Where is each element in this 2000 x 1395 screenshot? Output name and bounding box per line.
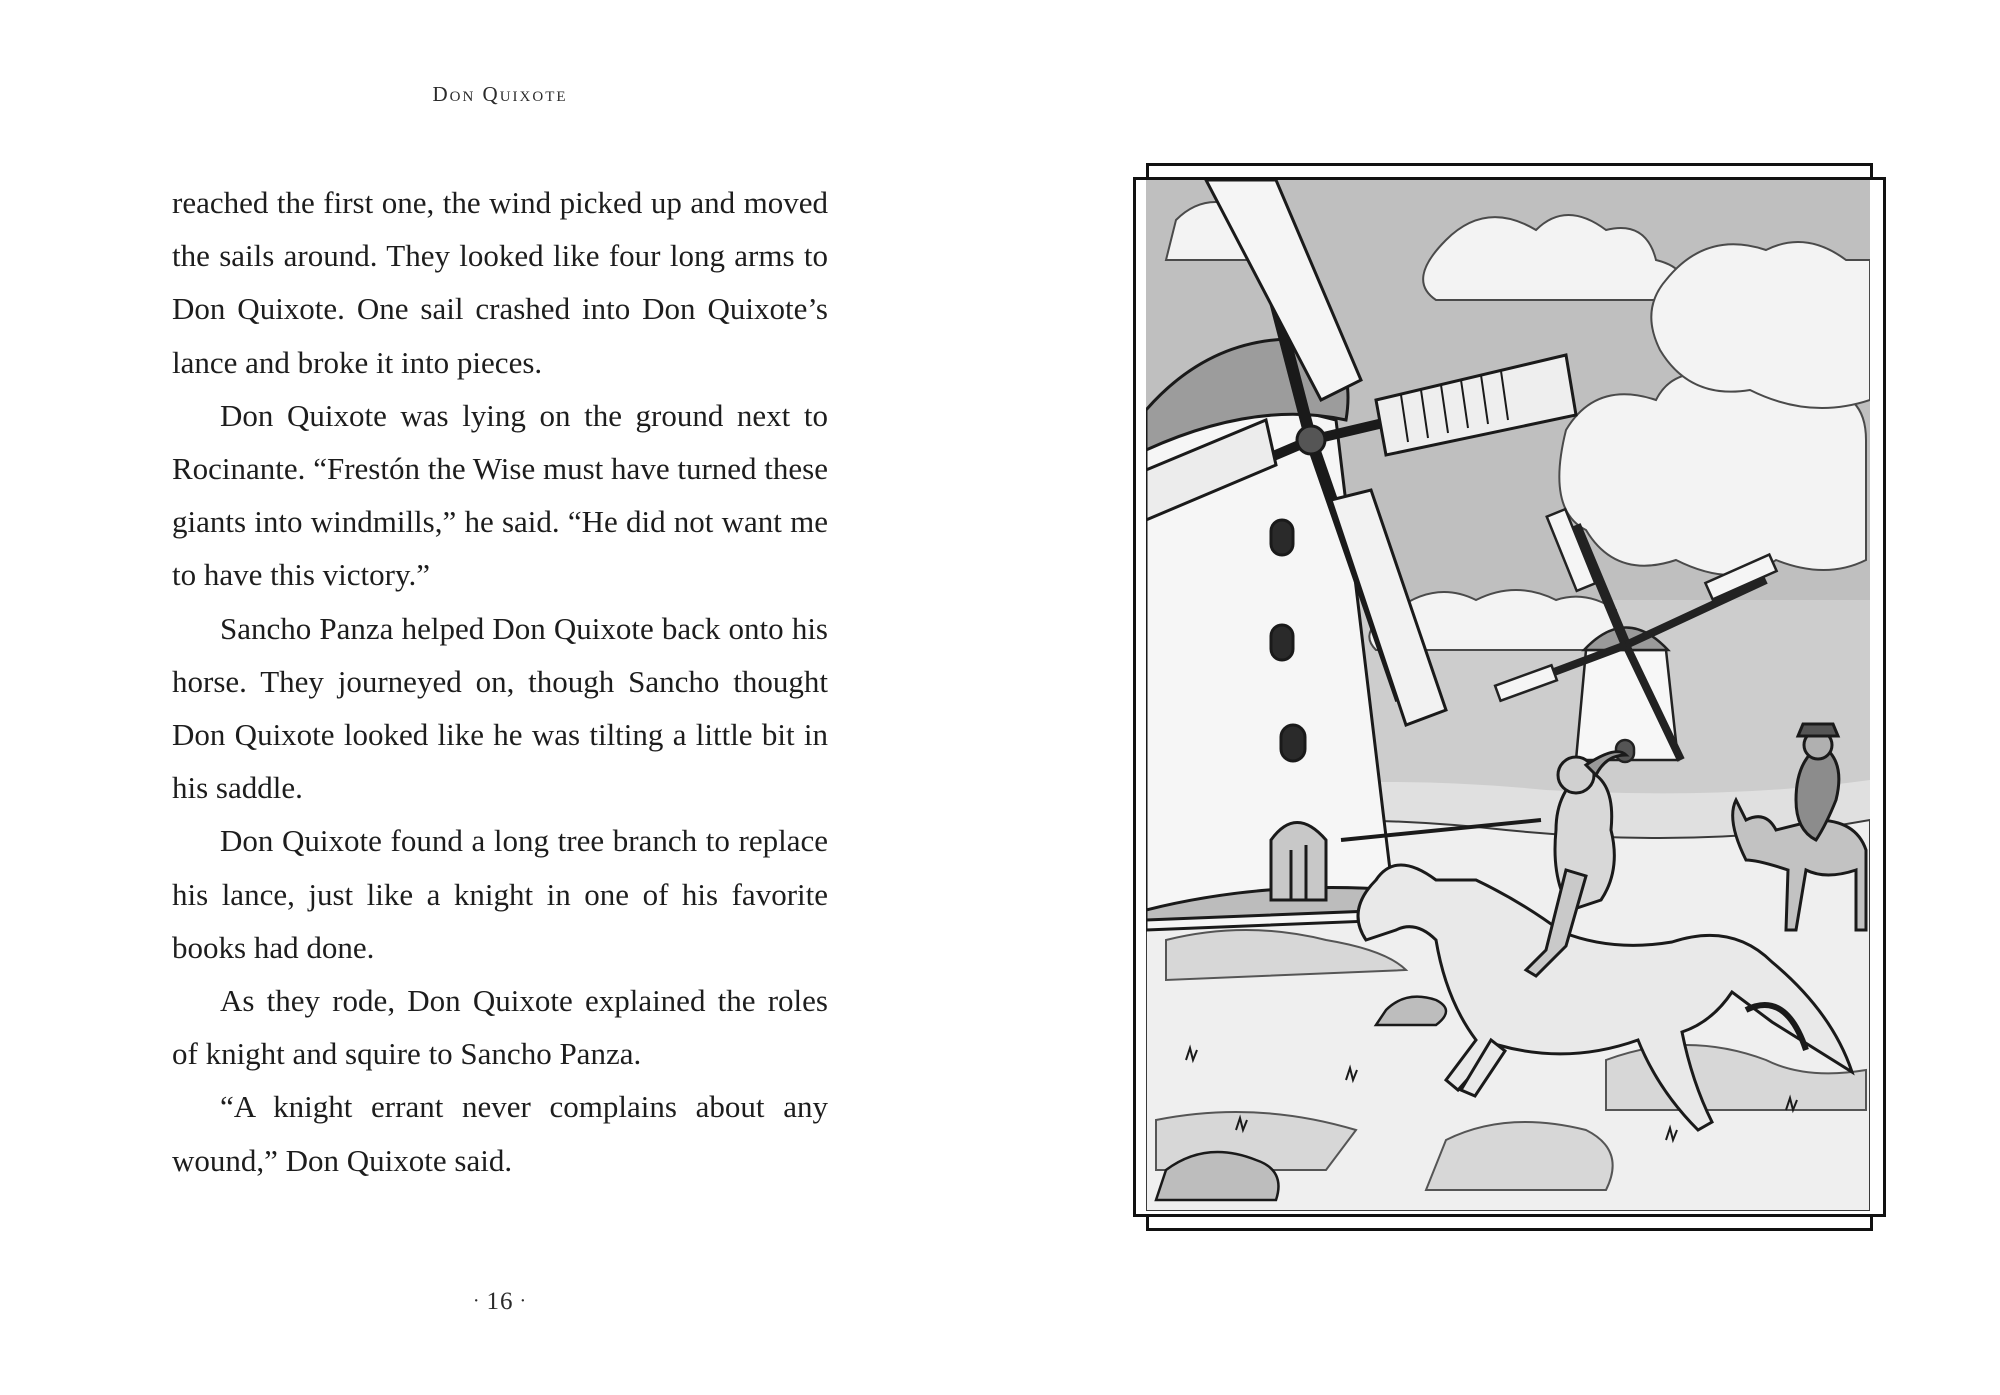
page-number: 16 (486, 1288, 514, 1315)
windmill-scene-icon (1146, 180, 1870, 1211)
paragraph: “A knight errant never complains about any wound,” Don Quixote said. (172, 1089, 828, 1178)
running-head: Don Quixote (432, 82, 568, 106)
ornament-dot-icon: · (519, 1290, 528, 1312)
ornament-dot-icon: · (472, 1290, 481, 1312)
paragraph: Don Quixote was lying on the ground next to Rocinante. “Frestón the Wise must have turned these giants into windmills,” he said. “He did not want me to have this victory.” (172, 397, 828, 593)
paragraph: Sancho Panza helped Don Quixote back onto his horse. They journeyed on, though Sancho thought Don Quixote looked like he was tilting a little bit in his saddle. (172, 610, 828, 806)
page-number-footer (170, 1288, 830, 1316)
paragraph: Don Quixote found a long tree branch to replace his lance, just like a knight in one of his favorite books had done. (172, 823, 828, 965)
body-text (172, 176, 828, 1187)
paragraph: reached the first one, the wind picked up and moved the sails around. They looked like four long arms to Don Quixote. One sail crashed into Don Quixote’s lance and broke it into pieces. (172, 185, 828, 380)
paragraph: As they rode, Don Quixote explained the roles of knight and squire to Sancho Panza. (172, 983, 828, 1072)
